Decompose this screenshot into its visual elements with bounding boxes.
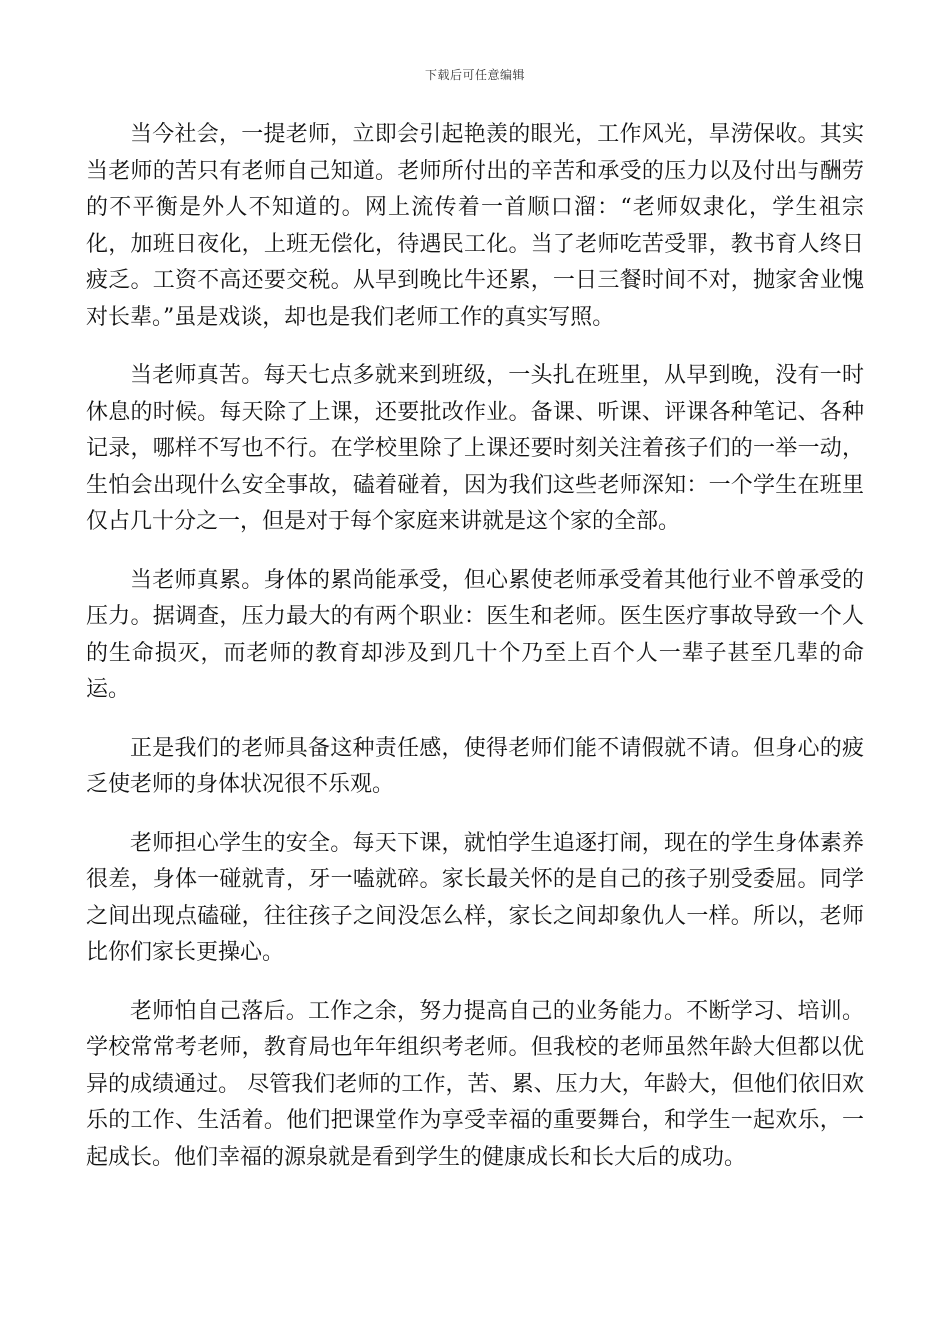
paragraph-2: 当老师真苦。每天七点多就来到班级，一头扎在班里，从早到晚，没有一时休息的时候。每天除了上课，还要批改作业。备课、听课、评课各种笔记、各种记录，哪样不写也不行。在学校里除了上课还要时刻关注着孩子们的一举一动，生怕会出现什么安全事故，磕着碰着，因为我们这些老师深知：一个学生在班里仅占几十分之一，但是对于每个家庭来讲就是这个家的全部。 [86, 363, 864, 534]
paragraph-3: 当老师真累。身体的累尚能承受，但心累使老师承受着其他行业不曾承受的压力。据调查，压力最大的有两个职业：医生和老师。医生医疗事故导致一个人的生命损灭，而老师的教育却涉及到几十个乃至上百个人一辈子甚至几辈的命运。 [86, 567, 864, 702]
document-body [86, 117, 864, 1198]
paragraph-4: 正是我们的老师具备这种责任感，使得老师们能不请假就不请。但身心的疲乏使老师的身体状况很不乐观。 [86, 735, 864, 797]
paragraph-5: 老师担心学生的安全。每天下课，就怕学生追逐打闹，现在的学生身体素养很差，身体一碰就青，牙一嗑就碎。家长最关怀的是自己的孩子别受委屈。同学之间出现点磕碰，往往孩子之间没怎么样，家长之间却象仇人一样。所以，老师比你们家长更操心。 [86, 830, 864, 965]
paragraph-6: 老师怕自己落后。工作之余，努力提高自己的业务能力。不断学习、培训。学校常常考老师，教育局也年年组织考老师。但我校的老师虽然年龄大但都以优异的成绩通过。 尽管我们老师的工作，苦、累、压力大，年龄大，但他们依旧欢乐的工作、生活着。他们把课堂作为享受幸福的重要舞台，和学生一起欢乐，一起成长。他们幸福的源泉就是看到学生的健康成长和长大后的成功。 [86, 998, 864, 1170]
page-header: 下载后可任意编辑 [424, 68, 525, 82]
paragraph-1: 当今社会，一提老师，立即会引起艳羡的眼光，工作风光，旱涝保收。其实当老师的苦只有老师自己知道。老师所付出的辛苦和承受的压力以及付出与酬劳的不平衡是外人不知道的。网上流传着一首顺口溜：“老师奴隶化，学生祖宗化，加班日夜化，上班无偿化，待遇民工化。当了老师吃苦受罪，教书育人终日疲乏。工资不高还要交税。从早到晚比牛还累，一日三餐时间不对，抛家舍业愧对长辈。”虽是戏谈，却也是我们老师工作的真实写照。 [86, 122, 864, 330]
